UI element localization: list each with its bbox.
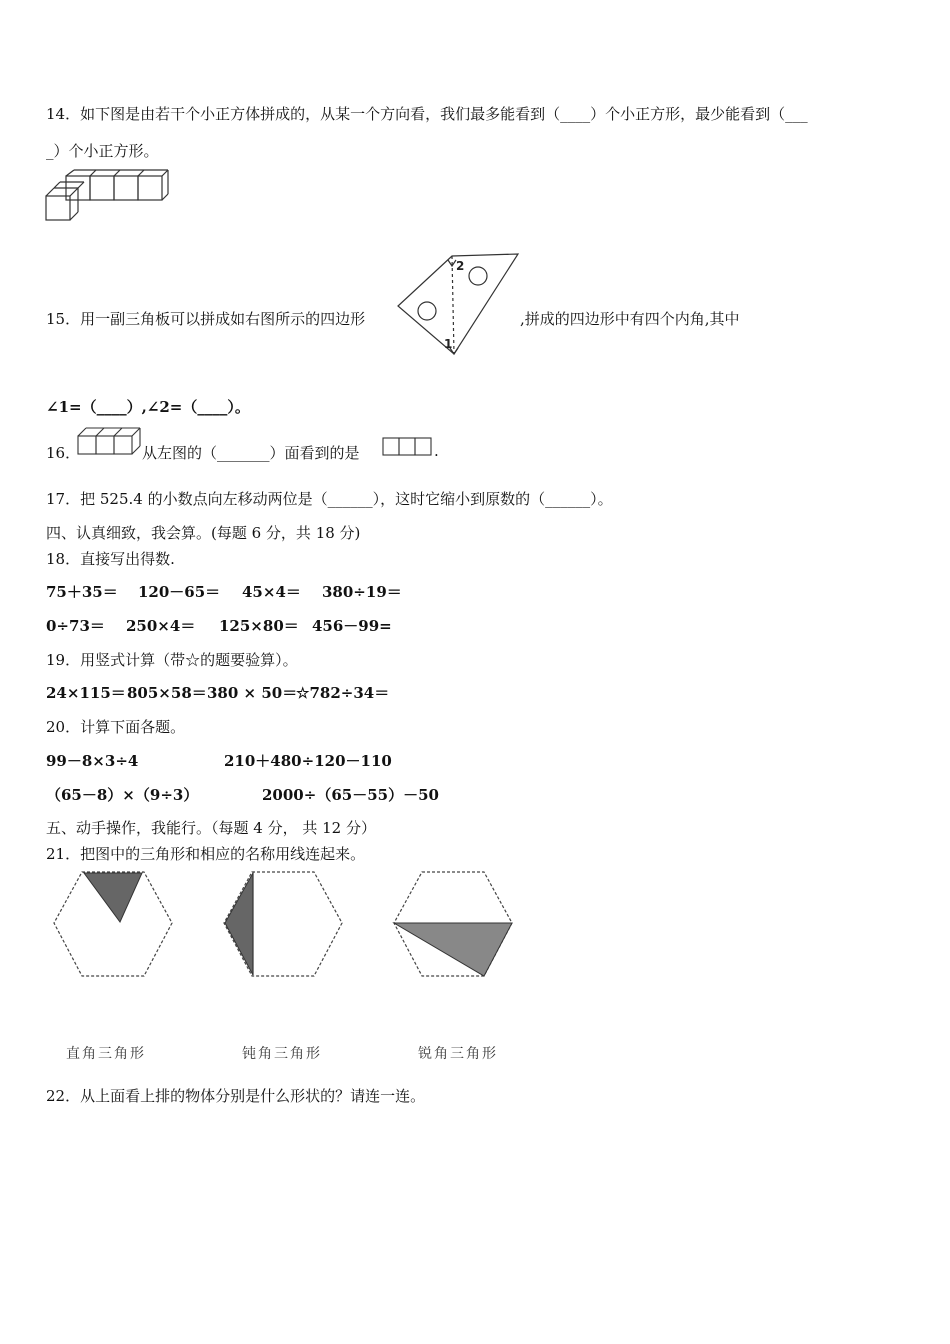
q18-r2-c1: 0÷73＝ (46, 617, 105, 635)
q20-item-3: （65－8）×（9÷3） (46, 786, 199, 804)
section-4-title: 四、认真细致，我会算。(每题 6 分，共 18 分) (46, 524, 361, 542)
q19-item-4: ☆782÷34＝ (296, 684, 390, 702)
q16-number: 16． (46, 444, 81, 462)
q18-r1-c3: 45×4＝ (242, 583, 301, 601)
q22-title: 22．从上面看上排的物体分别是什么形状的？请连一连。 (46, 1087, 426, 1105)
q19-title: 19．用竖式计算（带☆的题要验算）。 (46, 651, 298, 669)
hexagon-1-figure (50, 868, 176, 980)
label-right-triangle: 直角三角形 (66, 1046, 146, 1062)
q21-title: 21．把图中的三角形和相应的名称用线连起来。 (46, 845, 366, 863)
q14-line1: 14．如下图是由若干个小正方体拼成的，从某一个方向看，我们最多能看到（____）个小正方形，最少能看到（___ (46, 105, 808, 123)
q18-r1-c1: 75＋35＝ (46, 583, 118, 601)
q14-line2: _）个小正方形。 (46, 142, 159, 160)
three-squares-view (382, 436, 434, 458)
q18-r2-c3: 125×80＝ (219, 617, 299, 635)
hexagon-2-figure (220, 868, 346, 980)
q18-title: 18．直接写出得数. (46, 550, 175, 568)
q19-item-3: 380 × 50＝ (207, 684, 298, 702)
quadrilateral-figure (396, 252, 522, 358)
q15-text-a: 15．用一副三角板可以拼成如右图所示的四边形 (46, 310, 366, 328)
q18-r1-c2: 120－65＝ (138, 583, 221, 601)
cube-stack-figure (44, 168, 170, 222)
angle-1-label: 1 (444, 337, 453, 351)
hexagon-3-figure (390, 868, 516, 980)
q18-r2-c2: 250×4＝ (126, 617, 196, 635)
q15-line2: ∠1=（____）,∠2=（____）。 (46, 398, 250, 416)
label-acute-triangle: 锐角三角形 (418, 1046, 498, 1062)
q20-item-1: 99－8×3÷4 (46, 752, 139, 770)
q16-end: . (434, 442, 439, 460)
section-5-title: 五、动手操作，我能行。（每题 4 分， 共 12 分） (46, 819, 376, 837)
angle-2-label: 2 (456, 259, 465, 273)
q15-text-b: ,拼成的四边形中有四个内角,其中 (520, 310, 740, 328)
q20-title: 20．计算下面各题。 (46, 718, 186, 736)
q18-r1-c4: 380÷19＝ (322, 583, 402, 601)
q17-text: 17．把 525.4 的小数点向左移动两位是（______），这时它缩小到原数的（______）。 (46, 490, 613, 508)
label-obtuse-triangle: 钝角三角形 (242, 1046, 322, 1062)
q20-item-2: 210＋480÷120－110 (224, 752, 392, 770)
three-cube-figure (76, 424, 142, 458)
q19-item-1: 24×115＝ (46, 684, 126, 702)
q19-item-2: 805×58＝ (127, 684, 207, 702)
q16-text: 从左图的（_______）面看到的是 (142, 444, 360, 462)
q20-item-4: 2000÷（65－55）－50 (262, 786, 439, 804)
q18-r2-c4: 456－99= (312, 617, 392, 635)
